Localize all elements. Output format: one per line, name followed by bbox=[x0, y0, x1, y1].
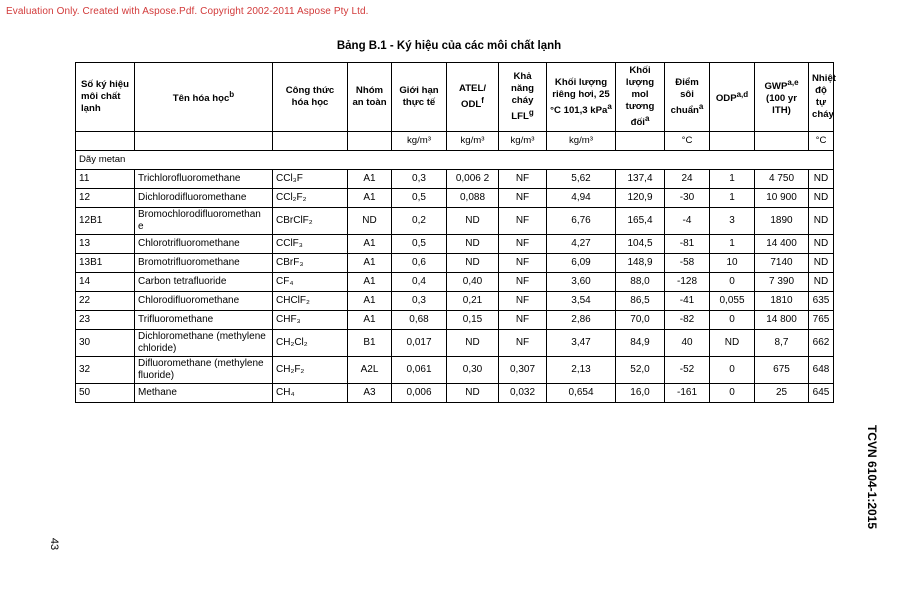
cell-formula: CH₄ bbox=[273, 384, 348, 403]
header-safety: Nhóm an toàn bbox=[348, 63, 392, 132]
unit-empty bbox=[348, 132, 392, 151]
table-row bbox=[76, 273, 834, 292]
cell-odp: 10 bbox=[710, 254, 755, 273]
cell-atel: ND bbox=[447, 254, 499, 273]
cell-code: 23 bbox=[76, 311, 135, 330]
cell-autoignition: ND bbox=[809, 254, 834, 273]
cell-lfl: NF bbox=[499, 292, 547, 311]
cell-odp: 0 bbox=[710, 311, 755, 330]
table-row bbox=[76, 208, 834, 235]
cell-boiling-point: -161 bbox=[665, 384, 710, 403]
cell-name: Trifluoromethane bbox=[135, 311, 273, 330]
cell-vapor-density: 4,27 bbox=[547, 235, 616, 254]
cell-practical-limit: 0,5 bbox=[392, 235, 447, 254]
unit-autoignition: °C bbox=[809, 132, 834, 151]
header-molar-mass: Khối lượng mol tương đối$^a$ bbox=[616, 63, 665, 132]
cell-autoignition: 765 bbox=[809, 311, 834, 330]
cell-autoignition: 648 bbox=[809, 357, 834, 384]
cell-code: 30 bbox=[76, 330, 135, 357]
cell-lfl: NF bbox=[499, 208, 547, 235]
cell-safety: A1 bbox=[348, 273, 392, 292]
cell-molar-mass: 16,0 bbox=[616, 384, 665, 403]
header-odp: ODP$^{a,d}$ bbox=[710, 63, 755, 132]
cell-name: Chlorotrifluoromethane bbox=[135, 235, 273, 254]
cell-name: Trichlorofluoromethane bbox=[135, 170, 273, 189]
cell-name: Bromotrifluoromethane bbox=[135, 254, 273, 273]
cell-molar-mass: 104,5 bbox=[616, 235, 665, 254]
cell-atel: ND bbox=[447, 208, 499, 235]
cell-vapor-density: 3,47 bbox=[547, 330, 616, 357]
cell-practical-limit: 0,2 bbox=[392, 208, 447, 235]
unit-empty bbox=[273, 132, 348, 151]
cell-practical-limit: 0,68 bbox=[392, 311, 447, 330]
cell-odp: 0 bbox=[710, 273, 755, 292]
unit-empty bbox=[710, 132, 755, 151]
header-formula: Công thức hóa học bbox=[273, 63, 348, 132]
cell-code: 32 bbox=[76, 357, 135, 384]
cell-molar-mass: 84,9 bbox=[616, 330, 665, 357]
unit-empty bbox=[755, 132, 809, 151]
cell-safety: A1 bbox=[348, 189, 392, 208]
cell-practical-limit: 0,3 bbox=[392, 170, 447, 189]
table-row bbox=[76, 330, 834, 357]
cell-gwp: 14 800 bbox=[755, 311, 809, 330]
cell-gwp: 25 bbox=[755, 384, 809, 403]
cell-safety: A1 bbox=[348, 292, 392, 311]
cell-odp: ND bbox=[710, 330, 755, 357]
cell-gwp: 4 750 bbox=[755, 170, 809, 189]
evaluation-watermark: Evaluation Only. Created with Aspose.Pdf. Copyright 2002-2011 Aspose Pty Ltd. bbox=[6, 6, 369, 17]
cell-code: 13B1 bbox=[76, 254, 135, 273]
table-row bbox=[76, 170, 834, 189]
cell-safety: A1 bbox=[348, 170, 392, 189]
cell-molar-mass: 70,0 bbox=[616, 311, 665, 330]
cell-atel: 0,15 bbox=[447, 311, 499, 330]
cell-code: 12B1 bbox=[76, 208, 135, 235]
cell-atel: ND bbox=[447, 330, 499, 357]
cell-formula: CHClF₂ bbox=[273, 292, 348, 311]
cell-name: Dichlorodifluoromethane bbox=[135, 189, 273, 208]
cell-gwp: 10 900 bbox=[755, 189, 809, 208]
cell-formula: CBrF₃ bbox=[273, 254, 348, 273]
cell-lfl: NF bbox=[499, 311, 547, 330]
cell-lfl: NF bbox=[499, 254, 547, 273]
cell-gwp: 14 400 bbox=[755, 235, 809, 254]
cell-autoignition: ND bbox=[809, 208, 834, 235]
cell-gwp: 7 390 bbox=[755, 273, 809, 292]
cell-molar-mass: 137,4 bbox=[616, 170, 665, 189]
cell-vapor-density: 6,09 bbox=[547, 254, 616, 273]
cell-molar-mass: 86,5 bbox=[616, 292, 665, 311]
cell-name: Carbon tetrafluoride bbox=[135, 273, 273, 292]
refrigerant-table bbox=[75, 62, 834, 403]
cell-boiling-point: -81 bbox=[665, 235, 710, 254]
cell-practical-limit: 0,3 bbox=[392, 292, 447, 311]
cell-code: 11 bbox=[76, 170, 135, 189]
cell-autoignition: ND bbox=[809, 189, 834, 208]
table-row bbox=[76, 189, 834, 208]
cell-formula: CH₂F₂ bbox=[273, 357, 348, 384]
cell-odp: 0,055 bbox=[710, 292, 755, 311]
cell-boiling-point: -52 bbox=[665, 357, 710, 384]
cell-atel: 0,40 bbox=[447, 273, 499, 292]
header-vapor-density: Khối lượng riêng hơi, 25 °C 101,3 kPa$^a$ bbox=[547, 63, 616, 132]
cell-gwp: 1890 bbox=[755, 208, 809, 235]
unit-empty bbox=[135, 132, 273, 151]
cell-molar-mass: 148,9 bbox=[616, 254, 665, 273]
cell-gwp: 7140 bbox=[755, 254, 809, 273]
cell-practical-limit: 0,6 bbox=[392, 254, 447, 273]
cell-safety: A1 bbox=[348, 235, 392, 254]
cell-atel: ND bbox=[447, 384, 499, 403]
cell-code: 22 bbox=[76, 292, 135, 311]
cell-molar-mass: 120,9 bbox=[616, 189, 665, 208]
header-atel: ATEL/ ODL$^f$ bbox=[447, 63, 499, 132]
unit-empty bbox=[76, 132, 135, 151]
header-lfl: Khả năng cháy LFL$^g$ bbox=[499, 63, 547, 132]
cell-lfl: NF bbox=[499, 330, 547, 357]
cell-lfl: 0,032 bbox=[499, 384, 547, 403]
cell-autoignition: ND bbox=[809, 170, 834, 189]
cell-code: 13 bbox=[76, 235, 135, 254]
cell-code: 50 bbox=[76, 384, 135, 403]
header-name: Tên hóa học$^b$ bbox=[135, 63, 273, 132]
cell-formula: CH₂Cl₂ bbox=[273, 330, 348, 357]
cell-practical-limit: 0,061 bbox=[392, 357, 447, 384]
cell-vapor-density: 4,94 bbox=[547, 189, 616, 208]
header-boiling-point: Điểm sôi chuẩn$^a$ bbox=[665, 63, 710, 132]
cell-safety: A2L bbox=[348, 357, 392, 384]
cell-name: Difluoromethane (methylene fluoride) bbox=[135, 357, 273, 384]
cell-odp: 0 bbox=[710, 357, 755, 384]
header-row bbox=[76, 63, 834, 132]
cell-practical-limit: 0,5 bbox=[392, 189, 447, 208]
cell-formula: CCl₂F₂ bbox=[273, 189, 348, 208]
header-code: Số ký hiệu môi chất lạnh bbox=[76, 63, 135, 132]
cell-autoignition: ND bbox=[809, 273, 834, 292]
table-title: Bảng B.1 - Ký hiệu của các môi chất lạnh bbox=[336, 40, 562, 52]
unit-boiling-point: °C bbox=[665, 132, 710, 151]
cell-vapor-density: 3,54 bbox=[547, 292, 616, 311]
cell-atel: 0,088 bbox=[447, 189, 499, 208]
table-row bbox=[76, 254, 834, 273]
cell-formula: CClF₃ bbox=[273, 235, 348, 254]
cell-molar-mass: 165,4 bbox=[616, 208, 665, 235]
cell-odp: 1 bbox=[710, 170, 755, 189]
cell-name: Bromochlorodifluoromethan e bbox=[135, 208, 273, 235]
cell-lfl: NF bbox=[499, 235, 547, 254]
cell-vapor-density: 5,62 bbox=[547, 170, 616, 189]
cell-autoignition: ND bbox=[809, 235, 834, 254]
cell-vapor-density: 0,654 bbox=[547, 384, 616, 403]
cell-boiling-point: -4 bbox=[665, 208, 710, 235]
cell-formula: CHF₃ bbox=[273, 311, 348, 330]
table-row bbox=[76, 357, 834, 384]
page-number: 43 bbox=[48, 537, 60, 551]
table-row bbox=[76, 292, 834, 311]
cell-safety: A1 bbox=[348, 254, 392, 273]
cell-atel: 0,21 bbox=[447, 292, 499, 311]
cell-lfl: NF bbox=[499, 273, 547, 292]
cell-atel: 0,006 2 bbox=[447, 170, 499, 189]
cell-gwp: 8,7 bbox=[755, 330, 809, 357]
cell-boiling-point: -82 bbox=[665, 311, 710, 330]
header-autoignition: Nhiệt độ tự cháy bbox=[809, 63, 834, 132]
cell-boiling-point: -30 bbox=[665, 189, 710, 208]
table-row bbox=[76, 311, 834, 330]
cell-safety: A3 bbox=[348, 384, 392, 403]
cell-name: Chlorodifluoromethane bbox=[135, 292, 273, 311]
cell-gwp: 1810 bbox=[755, 292, 809, 311]
cell-vapor-density: 3,60 bbox=[547, 273, 616, 292]
header-gwp: GWP$^{a,e}$ (100 yr ITH) bbox=[755, 63, 809, 132]
unit-vapor-density: kg/m³ bbox=[547, 132, 616, 151]
cell-lfl: NF bbox=[499, 189, 547, 208]
cell-safety: B1 bbox=[348, 330, 392, 357]
cell-practical-limit: 0,4 bbox=[392, 273, 447, 292]
cell-atel: 0,30 bbox=[447, 357, 499, 384]
cell-molar-mass: 88,0 bbox=[616, 273, 665, 292]
cell-odp: 1 bbox=[710, 235, 755, 254]
cell-atel: ND bbox=[447, 235, 499, 254]
cell-odp: 0 bbox=[710, 384, 755, 403]
cell-boiling-point: -58 bbox=[665, 254, 710, 273]
cell-vapor-density: 2,13 bbox=[547, 357, 616, 384]
cell-autoignition: 645 bbox=[809, 384, 834, 403]
group-label: Dãy metan bbox=[76, 151, 834, 170]
units-row bbox=[76, 132, 834, 151]
cell-formula: CBrClF₂ bbox=[273, 208, 348, 235]
header-practical-limit: Giới hạn thực tế bbox=[392, 63, 447, 132]
cell-formula: CF₄ bbox=[273, 273, 348, 292]
unit-lfl: kg/m³ bbox=[499, 132, 547, 151]
cell-boiling-point: 40 bbox=[665, 330, 710, 357]
cell-practical-limit: 0,006 bbox=[392, 384, 447, 403]
unit-empty bbox=[616, 132, 665, 151]
cell-boiling-point: -128 bbox=[665, 273, 710, 292]
standard-code: TCVN 6104-1:2015 bbox=[865, 424, 879, 530]
cell-gwp: 675 bbox=[755, 357, 809, 384]
cell-safety: A1 bbox=[348, 311, 392, 330]
cell-autoignition: 662 bbox=[809, 330, 834, 357]
table-row bbox=[76, 384, 834, 403]
cell-name: Methane bbox=[135, 384, 273, 403]
cell-boiling-point: 24 bbox=[665, 170, 710, 189]
cell-lfl: NF bbox=[499, 170, 547, 189]
group-row bbox=[76, 151, 834, 170]
cell-name: Dichloromethane (methylene chloride) bbox=[135, 330, 273, 357]
cell-practical-limit: 0,017 bbox=[392, 330, 447, 357]
cell-autoignition: 635 bbox=[809, 292, 834, 311]
unit-practical-limit: kg/m³ bbox=[392, 132, 447, 151]
cell-vapor-density: 6,76 bbox=[547, 208, 616, 235]
cell-safety: ND bbox=[348, 208, 392, 235]
cell-boiling-point: -41 bbox=[665, 292, 710, 311]
cell-lfl: 0,307 bbox=[499, 357, 547, 384]
cell-formula: CCl₃F bbox=[273, 170, 348, 189]
cell-vapor-density: 2,86 bbox=[547, 311, 616, 330]
cell-molar-mass: 52,0 bbox=[616, 357, 665, 384]
table-row bbox=[76, 235, 834, 254]
cell-code: 12 bbox=[76, 189, 135, 208]
unit-atel: kg/m³ bbox=[447, 132, 499, 151]
cell-odp: 3 bbox=[710, 208, 755, 235]
cell-code: 14 bbox=[76, 273, 135, 292]
cell-odp: 1 bbox=[710, 189, 755, 208]
